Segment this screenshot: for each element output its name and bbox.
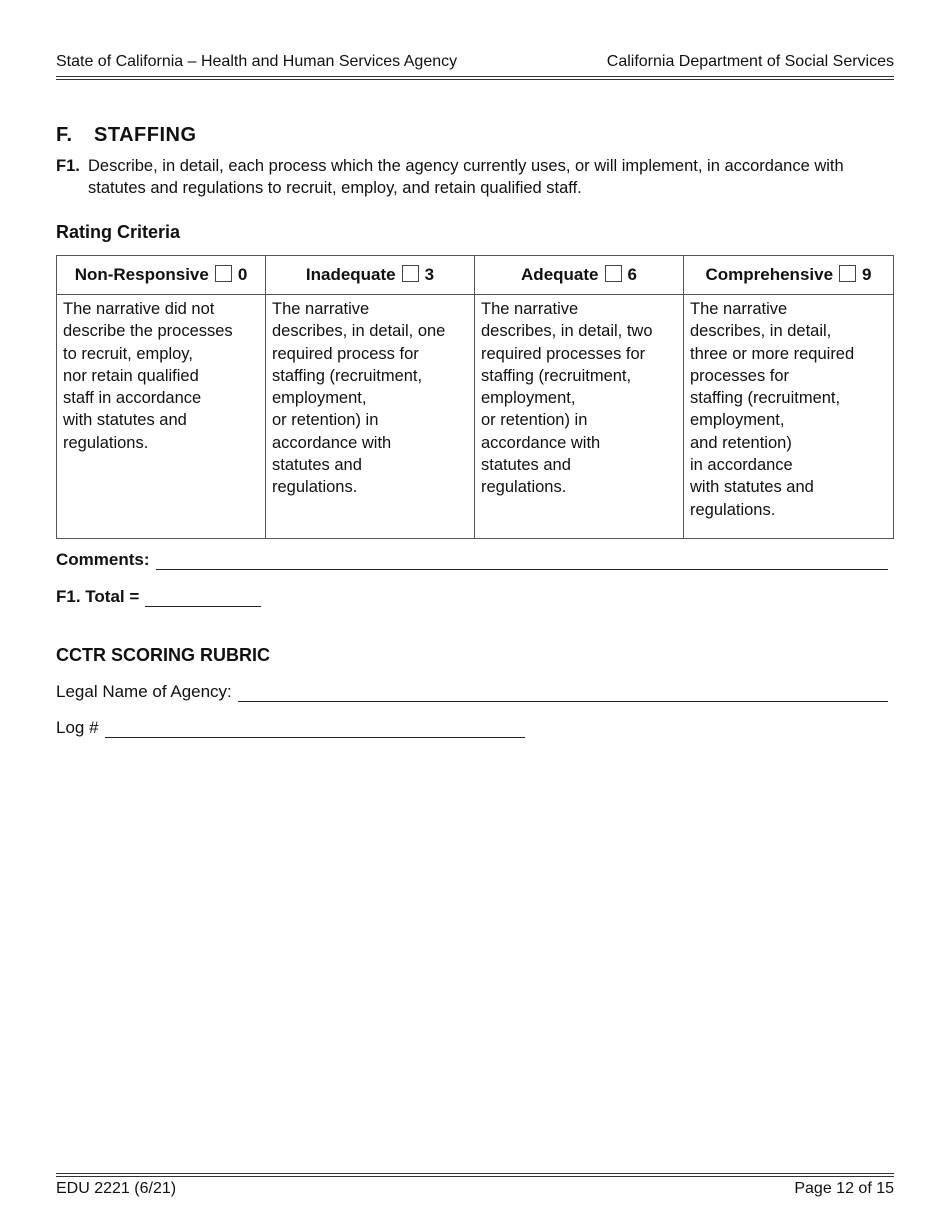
description-line: regulations. bbox=[272, 478, 358, 497]
agency-name-label: Legal Name of Agency: bbox=[56, 682, 232, 701]
rating-header-non-responsive bbox=[57, 256, 266, 295]
description-line: The narrative did not bbox=[63, 300, 215, 318]
rating-label: Adequate bbox=[521, 265, 599, 284]
description-line: with statutes and bbox=[690, 478, 814, 497]
rating-description-row bbox=[57, 295, 894, 539]
description-line: nor retain qualified bbox=[63, 366, 199, 385]
agency-name-field bbox=[56, 682, 888, 702]
description-line: regulations. bbox=[481, 478, 567, 497]
description-line: three or more required bbox=[690, 344, 855, 363]
adequate-checkbox[interactable] bbox=[605, 265, 622, 282]
question-number: F1. bbox=[56, 157, 80, 175]
description-line: statutes and bbox=[481, 456, 571, 475]
section-title bbox=[56, 124, 197, 147]
comments-input-line[interactable] bbox=[156, 551, 888, 570]
question-f1 bbox=[56, 155, 894, 199]
rating-header-row bbox=[57, 256, 894, 295]
comments-field bbox=[56, 550, 888, 570]
rating-header-adequate bbox=[475, 256, 684, 295]
rating-score: 6 bbox=[627, 265, 637, 284]
question-text: Describe, in detail, each process which the agency currently uses, or will implement, in accordance with statutes and regulations to recruit, employ, and retain qualified staff. bbox=[88, 157, 844, 197]
description-line: employment, bbox=[272, 389, 367, 408]
total-field bbox=[56, 587, 261, 607]
section-name: STAFFING bbox=[94, 124, 197, 146]
footer-page-number: Page 12 of 15 bbox=[794, 1180, 894, 1197]
section-letter: F. bbox=[56, 124, 73, 146]
description-line: describes, in detail, one bbox=[272, 322, 446, 341]
log-number-field bbox=[56, 718, 525, 738]
description-line: employment, bbox=[690, 411, 785, 430]
page-footer bbox=[56, 1180, 894, 1198]
total-input-line[interactable] bbox=[145, 588, 261, 607]
rating-label: Non-Responsive bbox=[74, 265, 209, 284]
rating-criteria-title: Rating Criteria bbox=[56, 222, 181, 242]
rating-score: 0 bbox=[237, 265, 248, 284]
description-line: or retention) in bbox=[481, 411, 588, 430]
header-department: California Department of Social Services bbox=[606, 53, 894, 70]
rubric-title: CCTR SCORING RUBRIC bbox=[56, 645, 270, 665]
description-line: accordance with bbox=[272, 433, 392, 452]
description-line: The narrative bbox=[481, 300, 579, 318]
description-line: to recruit, employ, bbox=[63, 344, 193, 363]
description-line: required process for bbox=[272, 344, 419, 363]
description-line: describe the processes bbox=[63, 322, 233, 341]
footer-divider bbox=[56, 1173, 894, 1177]
description-line: required processes for bbox=[481, 344, 646, 363]
rating-score: 3 bbox=[424, 265, 435, 284]
rating-label: Comprehensive bbox=[705, 265, 834, 284]
comments-label: Comments: bbox=[56, 550, 150, 569]
header-divider bbox=[56, 76, 894, 80]
rating-header-inadequate bbox=[266, 256, 475, 295]
description-line: in accordance bbox=[690, 456, 793, 475]
log-number-label: Log # bbox=[56, 718, 99, 737]
document-page bbox=[56, 0, 894, 1230]
header-agency: State of California – Health and Human Services Agency bbox=[56, 53, 458, 70]
description-line: The narrative bbox=[272, 300, 370, 318]
log-number-input-line[interactable] bbox=[105, 719, 525, 738]
description-line: staffing (recruitment, bbox=[272, 366, 423, 385]
description-line: accordance with bbox=[481, 433, 601, 452]
description-line: or retention) in bbox=[272, 411, 379, 430]
inadequate-description bbox=[266, 295, 475, 539]
adequate-description bbox=[475, 295, 684, 539]
rating-header-comprehensive bbox=[684, 256, 894, 295]
non-responsive-description bbox=[57, 295, 266, 539]
total-label: F1. Total = bbox=[56, 587, 140, 606]
description-line: statutes and bbox=[272, 456, 362, 475]
description-line: describes, in detail, two bbox=[481, 322, 653, 341]
footer-form-number: EDU 2221 (6/21) bbox=[56, 1180, 177, 1197]
description-line: The narrative bbox=[690, 300, 788, 318]
description-line: staff in accordance bbox=[63, 389, 202, 408]
agency-name-input-line[interactable] bbox=[238, 683, 888, 702]
description-line: describes, in detail, bbox=[690, 322, 832, 341]
comprehensive-description bbox=[684, 295, 894, 539]
comprehensive-checkbox[interactable] bbox=[839, 265, 856, 282]
description-line: staffing (recruitment, bbox=[481, 366, 632, 385]
description-line: regulations. bbox=[690, 500, 776, 519]
page-header bbox=[56, 52, 894, 72]
rating-score: 9 bbox=[862, 265, 872, 284]
description-line: staffing (recruitment, bbox=[690, 389, 841, 408]
description-line: employment, bbox=[481, 389, 576, 408]
inadequate-checkbox[interactable] bbox=[402, 265, 419, 282]
description-line: regulations. bbox=[63, 433, 149, 452]
description-line: with statutes and bbox=[63, 411, 187, 430]
rating-label: Inadequate bbox=[305, 265, 396, 284]
rating-criteria-table bbox=[56, 255, 894, 539]
description-line: processes for bbox=[690, 366, 790, 385]
non-responsive-checkbox[interactable] bbox=[215, 265, 232, 282]
description-line: and retention) bbox=[690, 433, 792, 452]
